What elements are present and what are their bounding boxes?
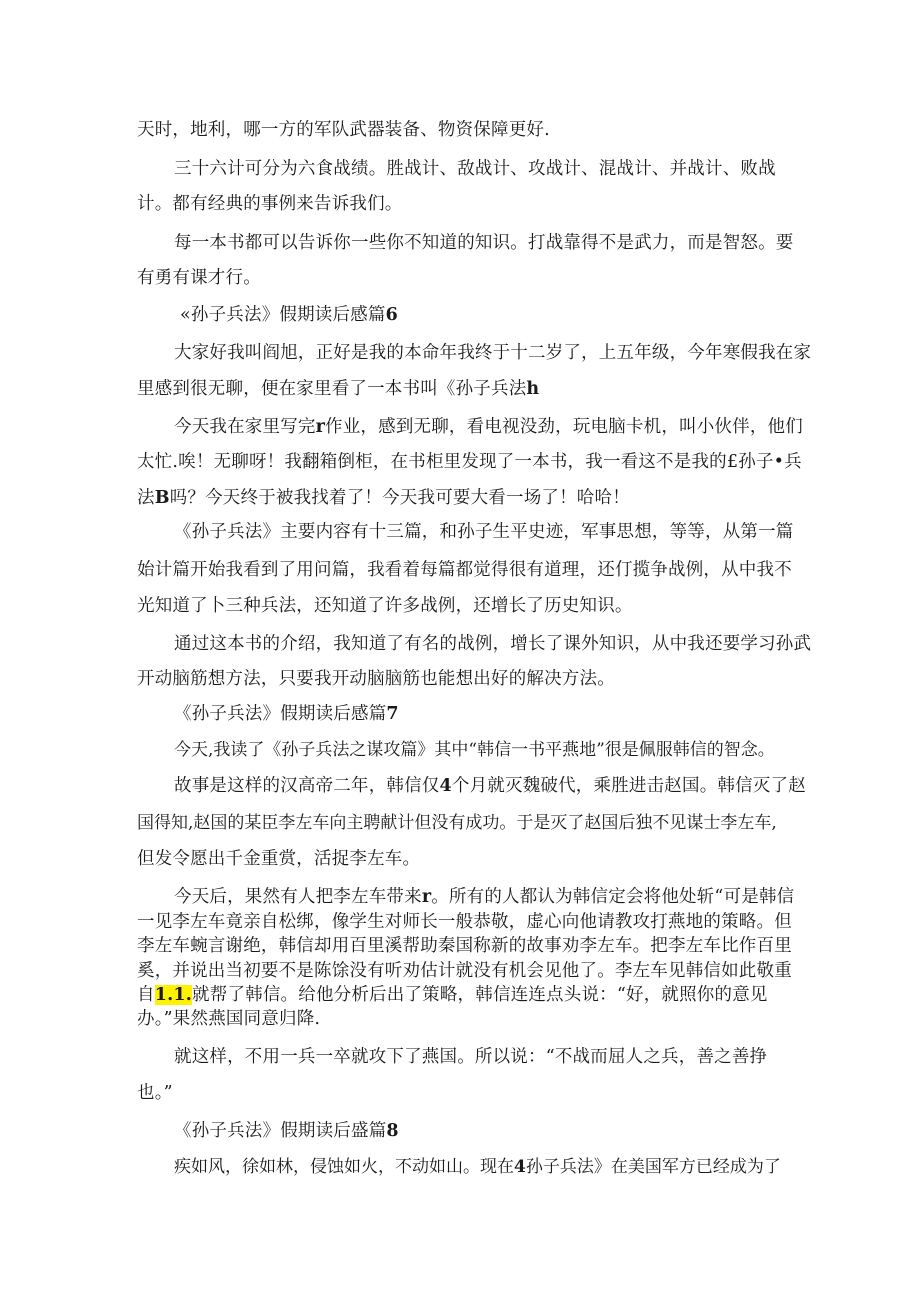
text-line (137, 377, 539, 401)
text-segment: 里感到很无聊，便在家里看了一本书叫《孙子兵法 (137, 379, 527, 399)
text-line (174, 885, 794, 909)
text-line: 始计篇开始我看到了用问篇，我看着每篇都觉得很有道理，还仃揽争战例，从中我不 (137, 560, 792, 580)
section-heading (174, 702, 399, 726)
text-segment: 今天我在家里写完 (174, 417, 316, 437)
heading-text: «孙子兵法》假期读后感篇 (180, 305, 386, 325)
text-line (137, 486, 630, 510)
text-line: 《孙子兵法》主要内容有十三篇，和孙子生平史迹，军事思想，等等，从第一篇 (174, 522, 794, 542)
text-line: 天时，地利，哪一方的军队武器装备、物资保障更好. (137, 120, 550, 140)
text-line: 办。”果然燕国同意归降. (137, 1009, 321, 1029)
text-segment: 就帮了韩信。给他分析后出了策略，韩信连连点头说：“好，就照你的意见 (192, 985, 768, 1005)
text-line: 就这样，不用一兵一卒就攻下了燕国。所以说：“不战而屈人之兵，善之善挣 (174, 1047, 768, 1067)
text-line: 但发令愿出千金重赏，活捉李左车。 (137, 849, 421, 869)
text-line (137, 983, 768, 1007)
text-segment-bold: h (526, 379, 540, 399)
text-line: 李左车蜿言谢绝，韩信却用百里溪帮助秦国称新的故事劝李左车。把李左车比作百里 (137, 936, 792, 956)
text-line: 开动脑筋想方法，只要我开动脑脑筋也能想出好的解决方法。 (137, 669, 615, 689)
text-line: 今天,我读了《孙子兵法之谋攻篇》其中“韩信一书平燕地”很是佩服韩信的智念。 (174, 740, 775, 760)
text-line: 也。” (137, 1083, 173, 1103)
text-line (174, 1155, 781, 1179)
heading-number: 8 (386, 1121, 399, 1141)
text-line: 国得知,赵国的某臣李左车向主聘献计但没有成功。于是灭了赵国后独不见谋士李左车, (137, 813, 777, 833)
text-line: 有勇有课才行。 (137, 268, 261, 288)
text-segment: 吗？今天终于被我找着了！今天我可要大看一场了！哈哈！ (169, 488, 630, 508)
text-segment: 疾如风，徐如林，侵蚀如火，不动如山。现在 (174, 1157, 514, 1177)
text-line: 三十六计可分为六食战绩。胜战计、敌战计、攻战计、混战计、并战计、败战 (174, 159, 776, 179)
text-segment-bold: r (421, 887, 432, 907)
text-segment: 自 (137, 985, 155, 1005)
text-segment: 个月就灭魏破代，乘胜进击赵国。韩信灭了赵 (451, 776, 806, 796)
section-heading (180, 303, 398, 327)
text-line: 计。都有经典的事例来告诉我们。 (137, 194, 403, 214)
text-segment-bold: 4 (514, 1157, 526, 1177)
highlighted-text: 1.1. (154, 985, 193, 1005)
text-line: 通过这本书的介绍，我知道了有名的战例，增长了课外知识，从中我还要学习孙武 (174, 634, 812, 654)
heading-text: 《孙子兵法》假期读后感篇 (174, 704, 387, 724)
heading-text: 《孙子兵法》假期读后盛篇 (174, 1121, 387, 1141)
text-segment-bold: 4 (439, 776, 452, 796)
heading-number: 7 (386, 704, 399, 724)
text-segment: 法 (137, 488, 155, 508)
text-line: 太忙.唉！无聊呀！我翻箱倒柜，在书柜里发现了一本书，我一看这不是我的£孙子•兵 (137, 452, 802, 472)
text-segment: 孙子兵法》在美国军方已经成为了 (525, 1157, 781, 1177)
text-line: 大家好我叫阎旭，正好是我的本命年我终于十二岁了，上五年级，今年寒假我在家 (174, 343, 812, 363)
text-segment: 作业，感到无聊，看电视没劲，玩电脑卡机，叫小伙伴，他们 (325, 417, 803, 437)
text-segment: 今天后，果然有人把李左车带来 (174, 887, 422, 907)
text-line (174, 774, 806, 798)
text-segment: 。所有的人都认为韩信定会将他处斩“可是韩信 (431, 887, 795, 907)
text-line: 一见李左车竟亲自松绑，像学生对师长一般恭敬，虚心向他请教攻打燕地的策略。但 (137, 912, 792, 932)
text-line: 奚，并说出当初要不是陈馀没有听劝估计就没有机会见他了。李左车见韩信如此敬重 (137, 961, 792, 981)
text-segment-bold: r (315, 417, 326, 437)
text-segment: 故事是这样的汉高帝二年，韩信仅 (174, 776, 440, 796)
section-heading (174, 1119, 399, 1143)
text-line (174, 415, 803, 439)
heading-number: 6 (385, 305, 398, 325)
text-line: 光知道了卜三种兵法，还知道了许多战例，还增长了历史知识。 (137, 596, 633, 616)
text-segment-bold: B (154, 488, 170, 508)
text-line: 每一本书都可以告诉你一些你不知道的知识。打战靠得不是武力，而是智怒。要 (174, 233, 794, 253)
